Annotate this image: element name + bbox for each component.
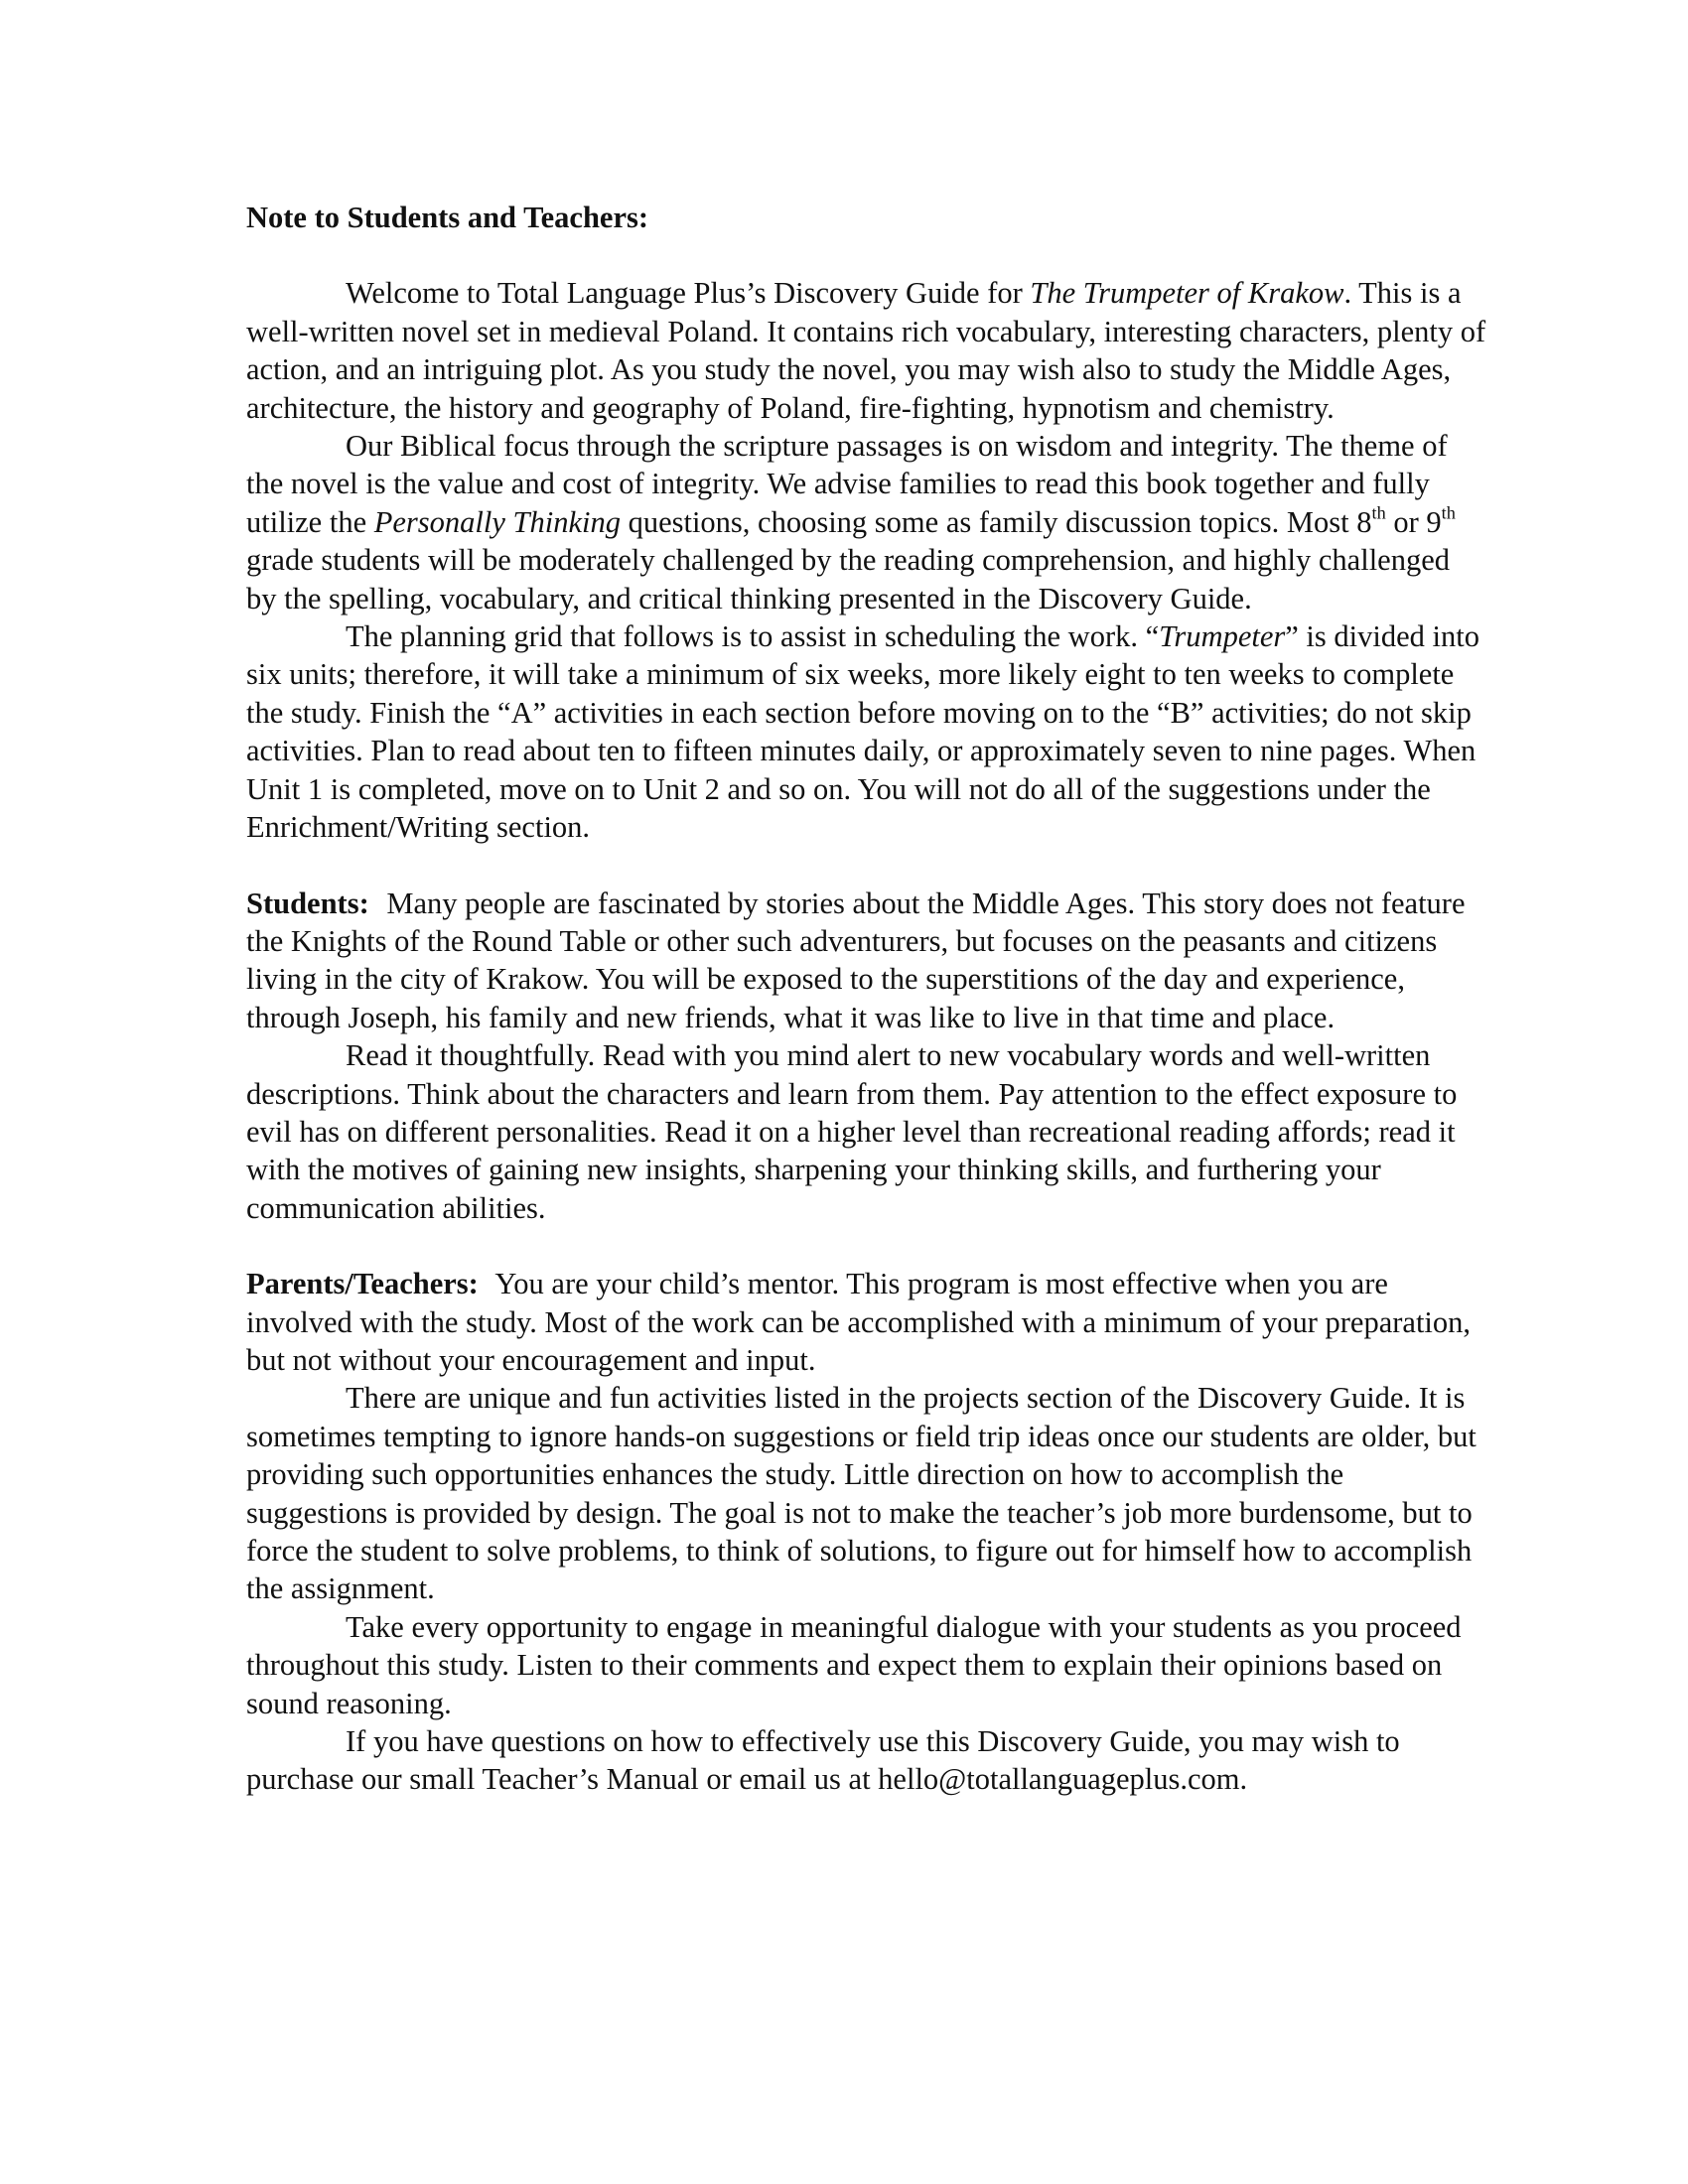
intro-paragraph-focus xyxy=(246,427,1487,617)
page-heading: Note to Students and Teachers: xyxy=(246,201,649,234)
book-title: The Trumpeter of Krakow xyxy=(1030,276,1344,311)
parents-section xyxy=(246,1265,1487,1799)
intro-text: Welcome to Total Language Plus’s Discovery Guide for xyxy=(346,276,1031,311)
students-paragraph-1 xyxy=(246,885,1487,1037)
ordinal-suffix: th xyxy=(1441,502,1456,523)
parents-label: Parents/Teachers: xyxy=(246,1267,479,1301)
intro-paragraph-planning xyxy=(246,617,1487,846)
intro-text: or 9 xyxy=(1385,504,1442,539)
intro-text: . This is a well-written novel set in medieval Poland. It contains rich vocabulary, interesting characters, plenty of action, and an intriguing plot. As you study the novel, you may wish also to study the Middle Ages, architecture, the history and geography of Poland, fire-fighting, hypnotism and chemistry. xyxy=(246,276,1486,425)
intro-text: questions, choosing some as family discussion topics. Most 8 xyxy=(620,504,1372,539)
parents-text: You are your child’s mentor. This program is most effective when you are involved with the study. Most of the work can be accomplished with a minimum of your preparation, but not without your encouragement and input. xyxy=(246,1267,1472,1377)
intro-text: Our Biblical focus through the scripture passages is on wisdom and integrity. The theme of the novel is the value and cost of integrity. We advise families to read this book together and fully utilize the xyxy=(246,429,1448,539)
document-page xyxy=(246,199,1487,1799)
italic-term: Personally Thinking xyxy=(373,504,621,539)
intro-text: The planning grid that follows is to assist in scheduling the work. “ xyxy=(346,619,1160,654)
parents-paragraph-4: If you have questions on how to effectively use this Discovery Guide, you may wish to purchase our small Teacher’s Manual or email us at hello@totallanguageplus.com. xyxy=(246,1724,1400,1797)
parents-paragraph-3: Take every opportunity to engage in meaningful dialogue with your students as you proceed throughout this study. Listen to their comments and expect them to explain their opinions based on sound reasoning. xyxy=(246,1609,1462,1720)
intro-text: grade students will be moderately challenged by the reading comprehension, and highly challenged by the spelling, vocabulary, and critical thinking presented in the Discovery Guide. xyxy=(246,543,1450,615)
intro-text: ” is divided into six units; therefore, it will take a minimum of six weeks, more likely eight to ten weeks to complete the study. Finish the “A” activities in each section before moving on to the “B” activities; do not skip activities. Plan to read about ten to fifteen minutes daily, or approximately seven to nine pages. When Unit 1 is completed, move on to Unit 2 and so on. You will not do all of the suggestions under the Enrichment/Writing section. xyxy=(246,619,1479,845)
intro-section xyxy=(246,274,1487,846)
ordinal-suffix: th xyxy=(1371,502,1386,523)
students-text: Many people are fascinated by stories about the Middle Ages. This story does not feature the Knights of the Round Table or other such adventurers, but focuses on the peasants and citizens living in the city of Krakow. You will be exposed to the superstitions of the day and experience, through Joseph, his family and new friends, what it was like to live in that time and place. xyxy=(246,886,1466,1034)
students-label: Students: xyxy=(246,886,369,920)
italic-term: Trumpeter xyxy=(1159,619,1286,654)
students-paragraph-2: Read it thoughtfully. Read with you mind alert to new vocabulary words and well-written descriptions. Think about the characters and learn from them. Pay attention to the effect exposure to evil has on different personalities. Read it on a higher level than recreational reading affords; read it with the motives of gaining new insights, sharpening your thinking skills, and furthering your communication abilities. xyxy=(246,1038,1458,1225)
students-section xyxy=(246,885,1487,1228)
parents-paragraph-2: There are unique and fun activities listed in the projects section of the Discovery Guide. It is sometimes tempting to ignore hands-on suggestions or field trip ideas once our students are older, but providing such opportunities enhances the study. Little direction on how to accomplish the suggestions is provided by design. The goal is not to make the teacher’s job more burdensome, but to force the student to solve problems, to think of solutions, to figure out for himself how to accomplish the assignment. xyxy=(246,1381,1477,1606)
intro-paragraph-welcome xyxy=(246,274,1487,427)
parents-paragraph-1 xyxy=(246,1265,1487,1379)
